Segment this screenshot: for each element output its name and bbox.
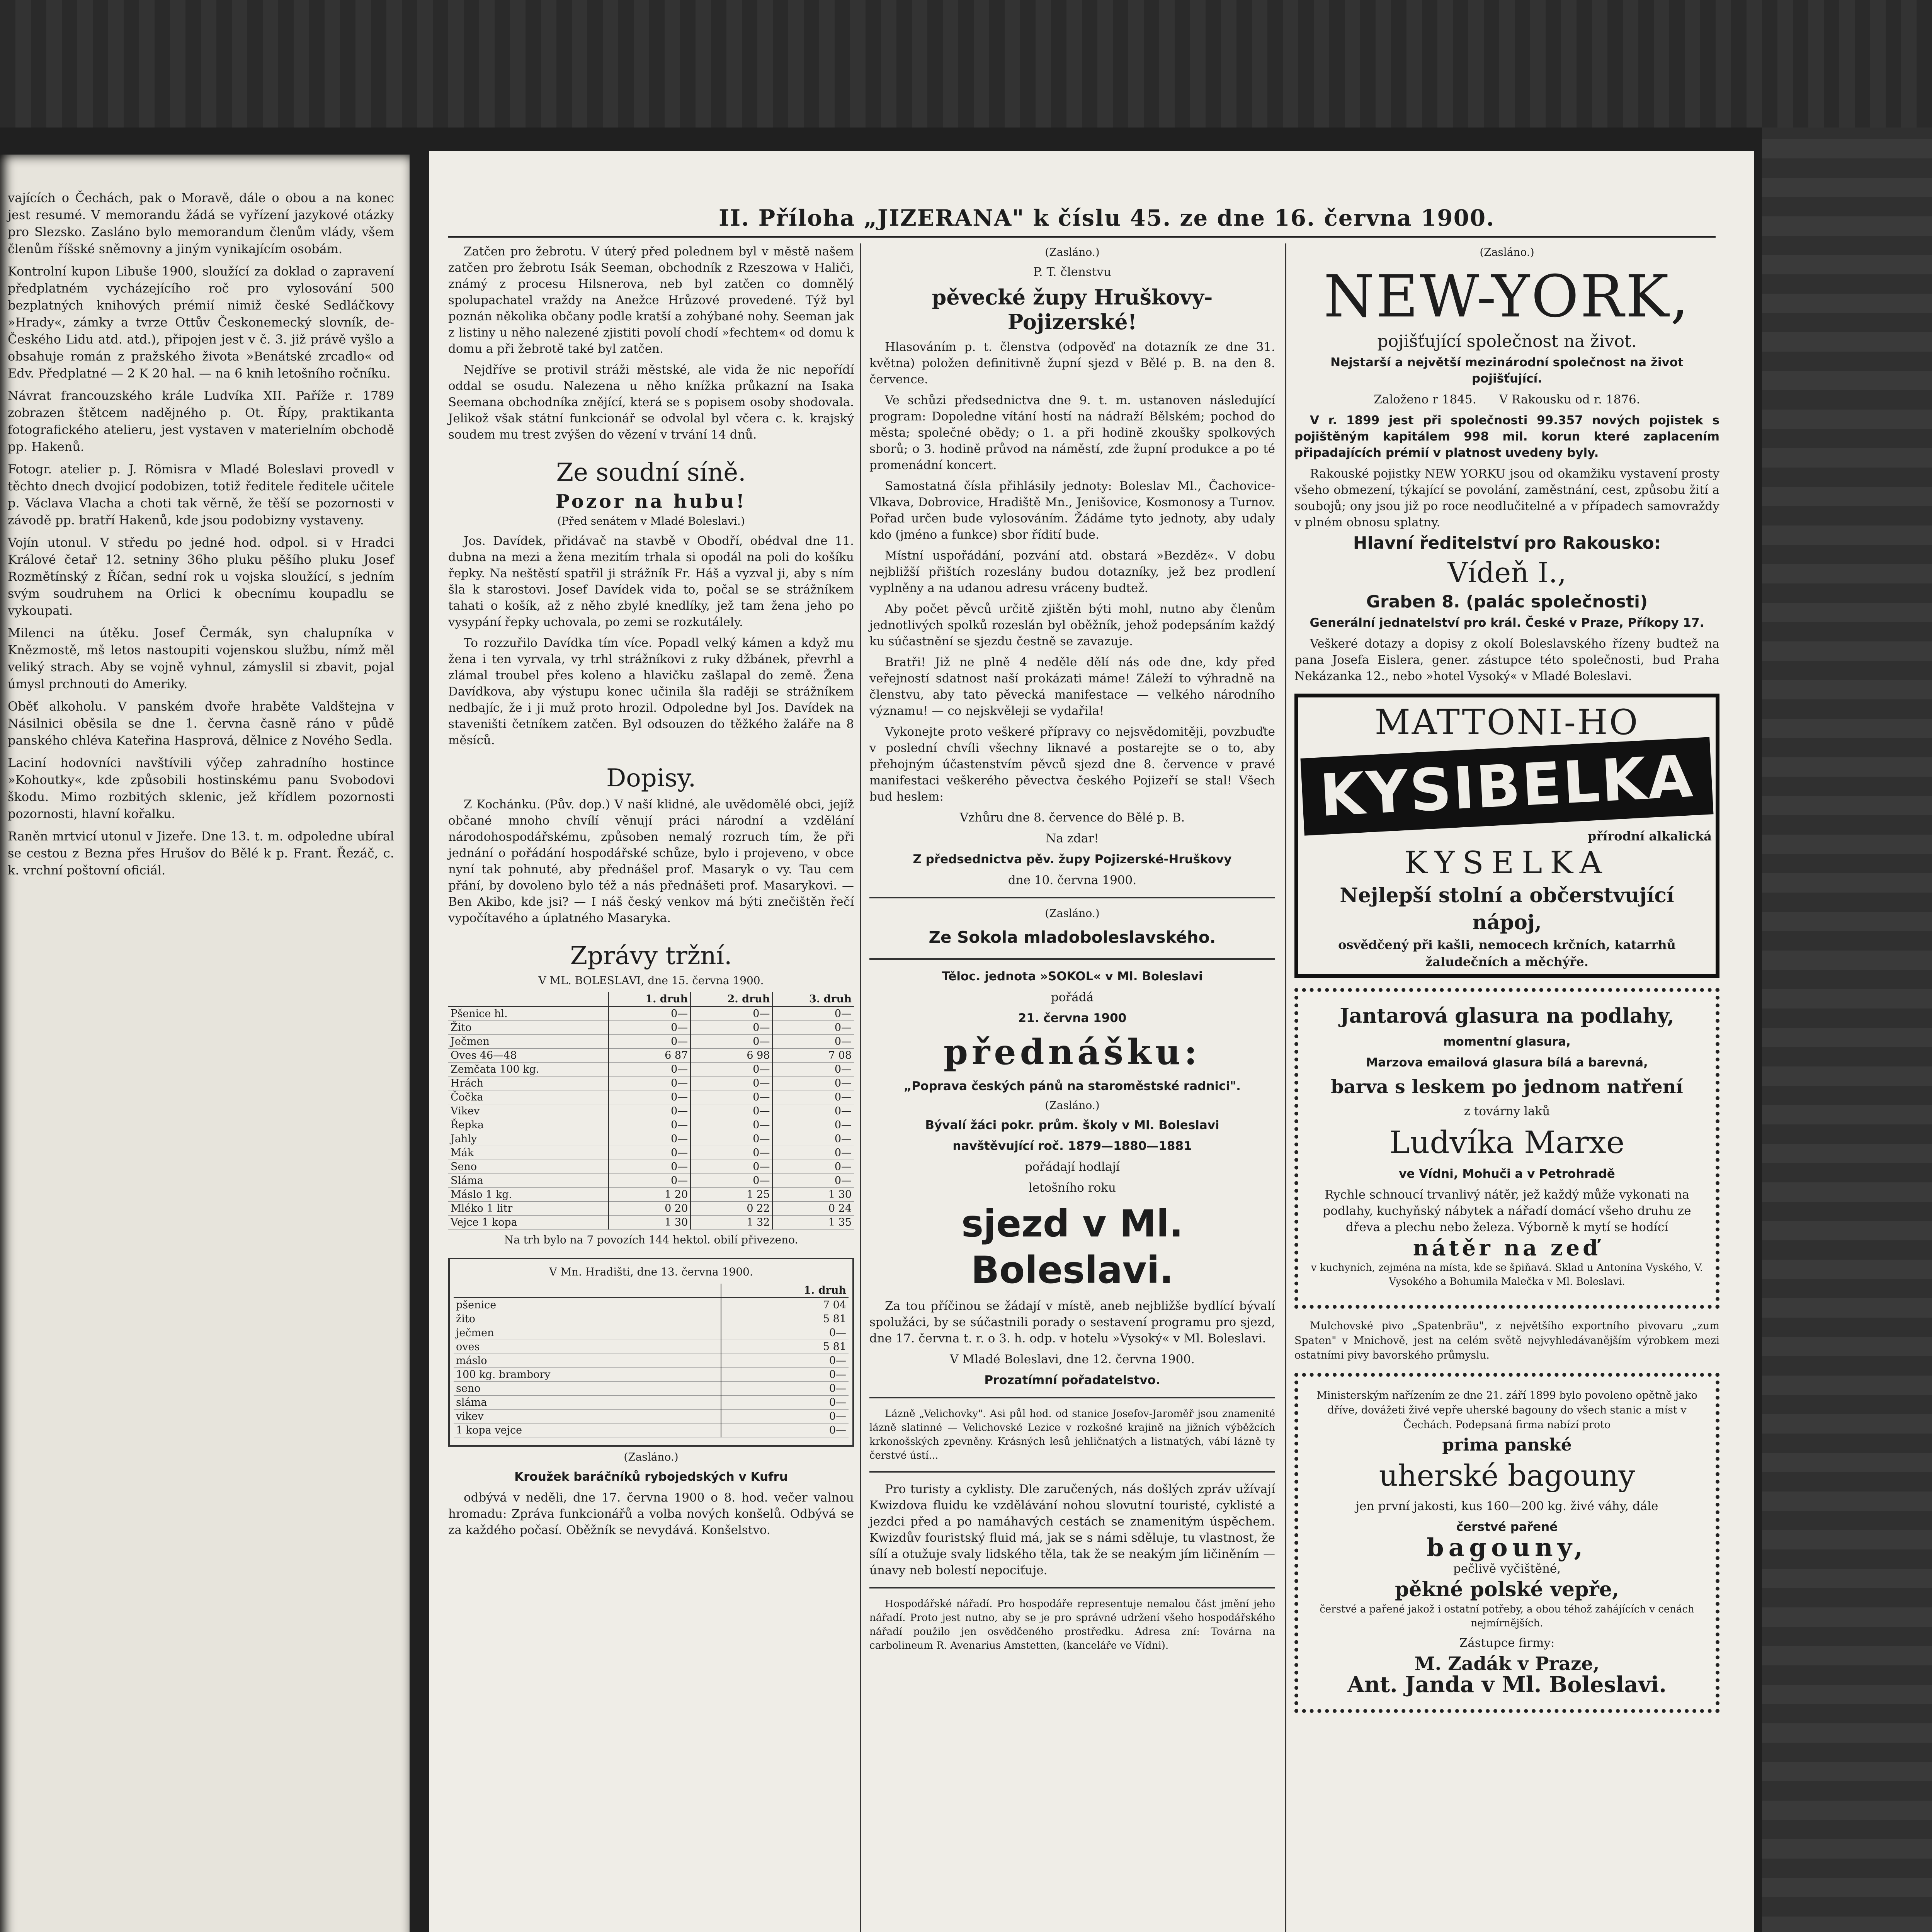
- table-cell: Mák: [448, 1146, 609, 1160]
- event-heading: sjezd v Ml. Boleslavi.: [961, 1202, 1184, 1292]
- table-row: [454, 1312, 849, 1326]
- date-line: V Mladé Boleslavi, dne 12. června 1900.: [950, 1352, 1195, 1366]
- lecture-title: „Poprava českých pánů na staroměstské radnici".: [904, 1079, 1241, 1093]
- table-cell: Seno: [448, 1160, 609, 1174]
- left-paragraph: Fotogr. atelier p. J. Römisra v Mladé Boleslavi provedl v těchto dnech dvojicí podobizen, totiž ředitele ředitele učitele p. Václava Vlacha a choti tak věrně, že těší se pozornosti v závodě pp. bratří Hakenů, kde jsou podobizny vystaveny.: [8, 462, 394, 527]
- market-box-mn-hradiste: [448, 1258, 854, 1447]
- ad-founded: [1294, 391, 1719, 408]
- table-row: [448, 1090, 854, 1104]
- event-organizer: Těloc. jednota »SOKOL« v Ml. Boleslavi: [942, 969, 1203, 983]
- table-cell: Vejce 1 kopa: [448, 1216, 609, 1230]
- article-paragraph: Hospodářské nářadí. Pro hospodáře representuje nemalou část jmění jeho nářadí. Proto jest nutno, aby se je pro správné udržení všeho hospodářského nářadí použilo jen osvědčeného prostředku. Adresa zní: Továrna na carbolineum R. Avenarius Amstetten, (kanceláře ve Vídni).: [869, 1598, 1275, 1651]
- article-title: Pozor na hubu!: [555, 491, 747, 512]
- ad-paragraph: Rychle schnoucí trvanlivý nátěr, jež každý může vykonati na podlahy, kuchyňský nábytek a nářadí domácí všeho druhu ze dřeva a plechu nebo železa. Výborně k mytí se hodící: [1323, 1188, 1691, 1234]
- table-cell: 0—: [690, 1007, 772, 1021]
- section-title-dopisy: Dopisy.: [606, 764, 696, 793]
- column-header: [454, 1284, 721, 1298]
- ad-address: Graben 8. (palác společnosti): [1366, 592, 1648, 612]
- table-cell: 0—: [609, 1146, 690, 1160]
- announcement-addressee: P. T. členstvu: [1033, 265, 1111, 279]
- table-cell: 0 22: [690, 1202, 772, 1216]
- article-paragraph: Za tou příčinou se žádají v místě, aneb nejbližše bydlící bývalí spolužáci, by se súčastnili porady o sestavení programu pro sjezd, dne 17. června t. r. o 3. h. odp. v hotelu »Vysoký« v Ml. Boleslavi.: [869, 1299, 1275, 1345]
- table-cell: 5 81: [721, 1340, 849, 1354]
- table-cell: 0—: [609, 1077, 690, 1090]
- ad-company: Ant. Janda v Ml. Boleslavi.: [1347, 1672, 1667, 1697]
- ad-subtitle: prima panské: [1442, 1435, 1572, 1455]
- table-cell: 0—: [690, 1090, 772, 1104]
- table-header-row: [454, 1284, 849, 1298]
- article-note: (Před senátem v Mladé Boleslavi.): [557, 515, 745, 527]
- ad-paragraph: Mulchovské pivo „Spatenbräu", z největšího exportního pivovaru „zum Spaten" v Mnichově, jest na celém světě nejvyhledávanějším výrobkem mezi ostatními pivy bavorského průmyslu.: [1294, 1320, 1719, 1361]
- left-page-fragment: [0, 155, 410, 1932]
- left-paragraph: Oběť alkoholu. V panském dvoře hraběte Valdštejna v Násilnici oběsila se dne 1. června časně ráno v půdě panského chléva Kateřina Hasprová, dělnice z Nového Sedla.: [8, 699, 394, 748]
- article-paragraph: odbývá v neděli, dne 17. června 1900 o 8. hod. večer valnou hromadu: Zpráva funkcionářů a volba nových konšelů. Odbývá se za každého počasí. Oběžník se nevydává. Konšelstvo.: [448, 1491, 854, 1537]
- table-cell: seno: [454, 1382, 721, 1396]
- table-row: [454, 1382, 849, 1396]
- divider: [869, 1397, 1275, 1398]
- table-cell: 0—: [690, 1146, 772, 1160]
- section-title-zpravy-trzni: Zprávy tržní.: [570, 942, 732, 970]
- table-cell: 0—: [721, 1396, 849, 1410]
- table-row: [454, 1298, 849, 1312]
- ad-product-kind: KYSELKA: [1404, 845, 1610, 881]
- table-cell: 0—: [609, 1063, 690, 1077]
- table-row: [454, 1410, 849, 1423]
- table-cell: 1 25: [690, 1188, 772, 1202]
- table-cell: 0—: [609, 1021, 690, 1035]
- table-row: [448, 1021, 854, 1035]
- motto: Vzhůru dne 8. července do Bělé p. B.: [959, 811, 1185, 825]
- table-cell: 0—: [721, 1423, 849, 1437]
- table-cell: 0—: [690, 1035, 772, 1049]
- event-text: pořádá: [1051, 990, 1094, 1004]
- table-cell: Sláma: [448, 1174, 609, 1188]
- table-cell: 0—: [772, 1132, 854, 1146]
- market-table-ml-boleslav: [448, 992, 854, 1230]
- page-header: [448, 205, 1716, 238]
- table-cell: 1 30: [609, 1216, 690, 1230]
- ad-paragraph: V r. 1899 jest při společnosti 99.357 nových pojistek s pojištěným kapitálem 998 mil. korun které zaplacením připadajících prémií v platnost uvedeny byly.: [1294, 413, 1719, 460]
- page-header-title: II. Příloha „JIZERANA" k číslu 45. ze dne 16. června 1900.: [719, 205, 1495, 231]
- left-paragraph: Milenci na útěku. Josef Čermák, syn chalupníka v Knězmostě, mš letos nastoupiti vojenskou službu, nímž měl veliký strach. Aby se vojně vyhnul, zámyslil si zbavit, pojal úmysl prchnouti do Ameriky.: [8, 626, 394, 691]
- section-title-soudni-sin: Ze soudní síně.: [556, 458, 746, 487]
- signature: Prozatímní pořadatelstvo.: [984, 1373, 1160, 1387]
- table-cell: 0—: [772, 1035, 854, 1049]
- zaslano-label: (Zasláno.): [1045, 246, 1100, 259]
- event-years: navštěvující roč. 1879—1880—1881: [952, 1139, 1192, 1153]
- column-header: 2. druh: [690, 992, 772, 1007]
- table-cell: 0—: [690, 1021, 772, 1035]
- table-row: [448, 1188, 854, 1202]
- table-cell: Jahly: [448, 1132, 609, 1146]
- table-cell: 0—: [772, 1077, 854, 1090]
- article-paragraph: Jos. Davídek, přidávač na stavbě v Obodří, obédval dne 11. dubna na mezi a žena mezitím trhala si opodál na poli do košíku řepky. Na neštěstí spatřil ji strážník Fr. Háš a vyzval ji, aby s ním šla k starostovi. Josef Davídek vida to, počal se se strážníkem tahati o košík, až z něho zbylé knedlíky, jež tam žena jeho po vysypání řepky uchovala, po zemi se rozkutálely.: [448, 534, 854, 629]
- table-cell: 0—: [772, 1063, 854, 1077]
- table-cell: 0 20: [609, 1202, 690, 1216]
- article-paragraph: Pro turisty a cyklisty. Dle zaručených, nás došlých zpráv užívají Kwizdova fluidu ke vzdělávání nohou slovutní touristé, cyklisté a jezdci před a po namáhavých cestách se znamenitým úspěchem. Kwizdův fouristský fluid má, jak se s námi sděluje, tu vlastnost, že sílí a otužuje svaly lidského těla, tak že se neakým jím ličiněním — únavy neb bolestí nepociťuje.: [869, 1482, 1275, 1577]
- ad-text: jen první jakosti, kus 160—200 kg. živé váhy, dále: [1355, 1499, 1658, 1513]
- table-row: [448, 1202, 854, 1216]
- table-cell: 0—: [609, 1104, 690, 1118]
- table-row: [454, 1423, 849, 1437]
- motto: Na zdar!: [1046, 832, 1099, 845]
- ad-text: v kuchyních, zejména na místa, kde se špiňavá. Sklad u Antonína Vyského, V. Vysokého a Bohumila Malečka v Ml. Boleslavi.: [1311, 1262, 1703, 1287]
- table-cell: 1 30: [772, 1188, 854, 1202]
- ad-text: pečlivě vyčištěné,: [1453, 1562, 1561, 1576]
- table-row: [448, 1118, 854, 1132]
- ad-new-york: [1294, 264, 1719, 684]
- table-cell: 0—: [690, 1077, 772, 1090]
- table-cell: pšenice: [454, 1298, 721, 1312]
- zaslano-label: (Zasláno.): [624, 1451, 679, 1463]
- column-header: 1. druh: [609, 992, 690, 1007]
- ad-subtitle: pojišťující společnost na život.: [1377, 332, 1637, 351]
- table-cell: Hrách: [448, 1077, 609, 1090]
- column-header: 3. druh: [772, 992, 854, 1007]
- table-row: [448, 1216, 854, 1230]
- divider: [869, 1471, 1275, 1473]
- table-cell: 7 04: [721, 1298, 849, 1312]
- article-paragraph: Bratři! Již ne plně 4 neděle dělí nás ode dne, kdy před veřejností sdatnost naší prokázati máme! Záleží to výhradně na členstvu, aby tato pěvecká manifestace — velkého národního významu! — co nejskvěleji se vydařila!: [869, 655, 1275, 718]
- table-cell: 0 24: [772, 1202, 854, 1216]
- table-cell: 0—: [609, 1132, 690, 1146]
- table-cell: Ječmen: [448, 1035, 609, 1049]
- left-page-column: [8, 189, 394, 884]
- table-row: [448, 1077, 854, 1090]
- film-border-right: [1762, 128, 1932, 1932]
- ad-title: uherské bagouny: [1379, 1458, 1635, 1493]
- ad-text: čerstvé a pařené jakož i ostatní potřeby, a obou téhož zahájících v cenách nejmírnějších.: [1320, 1604, 1694, 1629]
- table-cell: Máslo 1 kg.: [448, 1188, 609, 1202]
- market-table-mn-hradiste: [454, 1284, 849, 1437]
- table-cell: 0—: [609, 1160, 690, 1174]
- event-date: 21. června 1900: [1018, 1011, 1127, 1025]
- ad-title: Jantarová glasura na podlahy,: [1340, 1004, 1674, 1028]
- ad-uherske-bagouny: [1294, 1373, 1719, 1713]
- table-cell: 0—: [690, 1118, 772, 1132]
- signature: Z předsednictva pěv. župy Pojizerské-Hruškovy: [913, 852, 1232, 866]
- ad-founded-year: Založeno r 1845.: [1374, 393, 1476, 406]
- ad-address: Generální jednatelství pro král. České v Praze, Příkopy 17.: [1310, 616, 1704, 630]
- table-cell: 0—: [690, 1063, 772, 1077]
- table-row: [448, 1146, 854, 1160]
- ad-jantar-glasura: [1294, 988, 1719, 1309]
- table-cell: 0—: [609, 1035, 690, 1049]
- left-paragraph: Raněn mrtvicí utonul v Jizeře. Dne 13. t. m. odpoledne ubíral se cestou z Bezna přes Hrušov do Bělé k p. Frant. Řezáč, c. k. vrchní poštovní oficiál.: [8, 829, 394, 878]
- event-heading: přednášku:: [944, 1032, 1201, 1073]
- article-paragraph: Ve schůzi předsednictva dne 9. t. m. ustanoven následující program: Dopoledne vítání hostí na nádraží Bělském; pochod do města; společné obědy; o 1. a při hodině zkoušky spolkových sborů; o 3. hodině průvod na náměstí, zde župní produkce a po té promenádní koncert.: [869, 393, 1275, 472]
- zaslano-label: (Zasláno.): [1480, 246, 1534, 259]
- article-paragraph: Samostatná čísla přihlásily jednoty: Boleslav Ml., Čachovice-Vlkava, Dobrovice, Hradiště Mn., Jenišovice, Kosmonosy a Turnov. Pořad určen bude vylosováním. Žádáme tyto jednoty, aby udaly kdo (jméno a funkce) sbor řídití bude.: [869, 479, 1275, 542]
- table-cell: 7 08: [772, 1049, 854, 1063]
- column-1: [448, 243, 854, 1543]
- table-row: [454, 1354, 849, 1368]
- table-cell: Oves 46—48: [448, 1049, 609, 1063]
- table-cell: 0—: [609, 1118, 690, 1132]
- table-row: [454, 1396, 849, 1410]
- column-header: [448, 992, 609, 1007]
- ad-subtitle: Nejstarší a největší mezinárodní společnost na život pojišťující.: [1330, 355, 1684, 386]
- article-paragraph: Místní uspořádání, pozvání atd. obstará »Bezděz«. V dobu nejbližší přištích rozeslány budou dotazníky, jež bez prodlení vyplněny a na udanou adresu vráceny budtež.: [869, 549, 1275, 595]
- table-cell: 0—: [772, 1118, 854, 1132]
- article-paragraph: To rozzuřilo Davídka tím více. Popadl velký kámen a když mu žena i ten vyrvala, vy trhl strážníkovi z ruky džbánek, převrhl a zlámal troubel přes koleno a hlavičku zašlapal do země. Žena Davídkova, aby výstupu konec učinila šla raději se strážníkem nedbajíc, že i ji muž proto hrozil. Odpoledne byl Jos. Davídek na staveništi četníkem zatčen. Byl odsouzen do těžkého žaláře na 8 měsíců.: [448, 636, 854, 747]
- table-cell: 0—: [721, 1354, 849, 1368]
- table-cell: 0—: [721, 1326, 849, 1340]
- table-cell: 0—: [772, 1174, 854, 1188]
- table-row: [448, 1174, 854, 1188]
- newspaper-page: [429, 151, 1754, 1932]
- film-border-top: [0, 0, 1932, 128]
- table-cell: 0—: [609, 1007, 690, 1021]
- column-header: 1. druh: [721, 1284, 849, 1298]
- ad-brand: MATTONI-HO: [1374, 702, 1639, 743]
- table-cell: 0—: [721, 1410, 849, 1423]
- table-cell: 1 kopa vejce: [454, 1423, 721, 1437]
- divider: [869, 1587, 1275, 1588]
- table-row: [448, 1132, 854, 1146]
- table-cell: 6 98: [690, 1049, 772, 1063]
- ad-text: Ministerským nařízením ze dne 21. září 1899 bylo povoleno opětně jako dříve, dovážeti živé vepře uherské bagouny do všech stanic a míst v Čechách. Podepsaná firma nabízí proto: [1316, 1389, 1697, 1431]
- left-paragraph: Laciní hodovníci navštívili výčep zahradního hostince »Kohoutky«, kde způsobili hostinskému panu Svobodovi škodu. Mimo rozbitých sklenic, jež křídlem pozornosti pozornosti, hlavní kořalku.: [8, 755, 394, 821]
- table-cell: Vikev: [448, 1104, 609, 1118]
- ad-subtitle: Marzova emailová glasura bílá a barevná,: [1366, 1056, 1648, 1070]
- table-cell: 0—: [772, 1090, 854, 1104]
- article-paragraph: Nejdříve se protivil stráži městské, ale vida že nic nepořídí oddal se osudu. Nalezena u něho knížka průkazní na Isaka Seemana obchodníka znějící, která se s popisem osoby shodovala. Jelikož však státní funkcionář se odvolal byl včera c. k. krajský soudem mu trest zvýšen do vězení v trvání 14 dnů.: [448, 363, 854, 442]
- market-table-body: [454, 1298, 849, 1437]
- ad-text: z továrny laků: [1464, 1104, 1550, 1118]
- ad-austria-since: V Rakousku od r. 1876.: [1499, 393, 1640, 406]
- column-divider: [1285, 243, 1286, 1932]
- table-row: [454, 1368, 849, 1382]
- column-3-advertisements: [1294, 243, 1719, 1723]
- market-table-body: [448, 1007, 854, 1230]
- table-cell: 1 32: [690, 1216, 772, 1230]
- divider: [869, 897, 1275, 898]
- article-paragraph: Lázně „Velichovky". Asi půl hod. od stanice Josefov-Jaroměř jsou znamenité lázně slatinné — Velichovské Lezice v rozkošné krajině na jižních výběžcích krkonošských zpevněny. Krásných lesů jehličnatých a listnatých, vábí lázně ty čerstvé ústí...: [869, 1408, 1275, 1461]
- announcement-title: pěvecké župy Hruškovy-Pojizerské!: [932, 285, 1213, 334]
- market-title: V ML. BOLESLAVI, dne 15. června 1900.: [538, 974, 764, 987]
- ad-subtitle: momentní glasura,: [1443, 1035, 1571, 1049]
- ad-city: Vídeň I.,: [1447, 556, 1566, 589]
- table-cell: vikev: [454, 1410, 721, 1423]
- divider: [869, 958, 1275, 960]
- table-cell: 6 87: [609, 1049, 690, 1063]
- table-row: [448, 1007, 854, 1021]
- ad-heading: Hlavní ředitelství pro Rakousko:: [1353, 533, 1661, 553]
- table-row: [448, 1160, 854, 1174]
- table-cell: 100 kg. brambory: [454, 1368, 721, 1382]
- table-row: [454, 1326, 849, 1340]
- ad-product-name: KYSIBELKA: [1300, 737, 1713, 835]
- ad-product: nátěr na zeď: [1413, 1235, 1601, 1261]
- table-row: [448, 1035, 854, 1049]
- table-cell: žito: [454, 1312, 721, 1326]
- ad-mattoni-kysibelka: [1294, 694, 1719, 978]
- table-cell: 0—: [609, 1090, 690, 1104]
- ad-cities: ve Vídni, Mohuči a v Petrohradě: [1399, 1167, 1615, 1181]
- left-paragraph: Návrat francouzského krále Ludvíka XII. Paříže r. 1789 zobrazen štětcem nadějného p. Ot. Řípy, praktikanta fotografického atelieru, jest vystaven v materielním obchodě pp. Hakenů.: [8, 388, 394, 454]
- ad-title: bagouny,: [1426, 1533, 1588, 1562]
- ad-company: M. Zadák v Praze,: [1414, 1653, 1600, 1675]
- table-cell: 5 81: [721, 1312, 849, 1326]
- ad-description: osvědčený při kašli, nemocech krčních, katarrhů žaludečních a měchýře.: [1338, 937, 1676, 969]
- table-cell: 0—: [690, 1160, 772, 1174]
- left-paragraph: Vojín utonul. V středu po jedné hod. odpol. si v Hradci Králové četař 12. setniny 36ho pluku pěšího pluku Josef Rozmětínský z Říčan, sední rok u vojska sloužící, s jedním svým soudruhem na Orlici k obecnímu koupadlu se vykoupati.: [8, 535, 394, 618]
- ad-product-type: přírodní alkalická: [1587, 829, 1712, 844]
- market-note: Na trh bylo na 7 povozích 144 hektol. obilí přivezeno.: [504, 1233, 798, 1246]
- table-cell: 0—: [609, 1174, 690, 1188]
- table-cell: 0—: [690, 1132, 772, 1146]
- event-organizer: Bývalí žáci pokr. prům. školy v Ml. Boleslavi: [925, 1118, 1219, 1132]
- table-cell: 1 35: [772, 1216, 854, 1230]
- table-cell: 0—: [772, 1021, 854, 1035]
- table-cell: 0—: [772, 1007, 854, 1021]
- ad-paragraph: Rakouské pojistky NEW YORKU jsou od okamžiku vystavení prosty všeho obmezení, týkající se povolání, zaměstnání, cest, způsobu žití a soubojů; ony jsou již po roce neodlučitelné a v případech samovraždy v plném obnosu splatny.: [1294, 467, 1719, 529]
- article-paragraph: Zatčen pro žebrotu. V úterý před polednem byl v městě našem zatčen pro žebrotu Isák Seeman, obchodník z Rzeszowa v Haliči, známý z procesu Hilsnerova, neb byl zatčen co domnělý spolupachatel vraždy na Anežce Hrůzové provedené. Týž byl poznán několika občany podle kratší a zohýbané nohy. Seeman jak z listiny u něho nalezené zjistiti povolí chodí »fechtem« od domu k domu a při žebrotě také byl zatčen.: [448, 245, 854, 356]
- table-cell: máslo: [454, 1354, 721, 1368]
- table-row: [448, 1104, 854, 1118]
- column-2: [869, 243, 1275, 1657]
- ad-text: Zástupce firmy:: [1459, 1636, 1555, 1650]
- table-header-row: [448, 992, 854, 1007]
- article-paragraph: Aby počet pěvců určitě zjištěn býti mohl, nutno aby členům jednotlivých spolků rozeslán byl oběžník, jehož podepsáním každý ku súčastnění se sjezdu čestně se zavazuje.: [869, 602, 1275, 648]
- left-paragraph: vajících o Čechách, pak o Moravě, dále o obou a na konec jest resumé. V memorandu žádá se vyřízení jazykové otázky pro Slezsko. Zasláno bylo memorandum členům vlády, všem členům říšské sněmovny a jiným vynikajícím osobám.: [8, 190, 394, 256]
- table-row: [448, 1049, 854, 1063]
- article-title: Kroužek baráčníků rybojedských v Kufru: [514, 1470, 788, 1484]
- date-line: dne 10. června 1900.: [1008, 873, 1137, 887]
- table-cell: 0—: [721, 1368, 849, 1382]
- table-cell: 0—: [690, 1104, 772, 1118]
- article-title: Ze Sokola mladoboleslavského.: [929, 928, 1216, 947]
- table-cell: Pšenice hl.: [448, 1007, 609, 1021]
- table-cell: Žito: [448, 1021, 609, 1035]
- table-cell: 0—: [772, 1160, 854, 1174]
- ad-subtitle: čerstvé pařené: [1456, 1520, 1558, 1534]
- table-cell: Mléko 1 litr: [448, 1202, 609, 1216]
- zaslano-label: (Zasláno.): [1045, 1099, 1100, 1112]
- table-row: [454, 1340, 849, 1354]
- table-cell: 0—: [772, 1104, 854, 1118]
- table-cell: sláma: [454, 1396, 721, 1410]
- ad-slogan: Nejlepší stolní a občerstvující nápoj,: [1340, 884, 1674, 934]
- article-paragraph: Vykonejte proto veškeré přípravy co nejsvědomitěji, povzbuďte v poslední chvíli všechny liknavé a postarejte se o to, aby přehojným účastenstvím pěvců sjezd dne 8. července v pravé manifestaci veškerého pěvectva českého Pojizeří se stal! Všech bud heslem:: [869, 725, 1275, 804]
- ad-slogan: barva s leskem po jednom natření: [1331, 1076, 1683, 1098]
- ad-title: NEW-YORK,: [1323, 263, 1690, 330]
- article-paragraph: Hlasováním p. t. členstva (odpověď na dotazník ze dne 31. května) položen definitivně župní sjezd v Bělé p. B. na den 8. července.: [869, 340, 1275, 386]
- zaslano-label: (Zasláno.): [1045, 907, 1100, 920]
- article-paragraph: Z Kochánku. (Pův. dop.) V naší klidné, ale uvědomělé obci, jejíž občané mnoho chvílí věnují práci národní a vzdělání národohospodářskému, způsoben nemalý rozruch tím, že při jednání o pořádání hospodářské schůze, bylo i projeveno, v obce nyní tak pohnuté, aby přednášel prof. Masaryk o vy. Tau cem přání, by dovoleno bylo též a nás přednášeti prof. Masarykovi. — Ben Akibo, kde jsi? — I náš český venkov má býti znečištěn řečí vypočítavého a úplatného Masaryka.: [448, 798, 854, 925]
- table-cell: 0—: [721, 1382, 849, 1396]
- column-divider: [860, 243, 861, 1932]
- table-cell: ječmen: [454, 1326, 721, 1340]
- table-cell: Řepka: [448, 1118, 609, 1132]
- table-row: [448, 1063, 854, 1077]
- table-cell: Zemčata 100 kg.: [448, 1063, 609, 1077]
- table-cell: 0—: [772, 1146, 854, 1160]
- ad-company: Ludvíka Marxe: [1389, 1124, 1625, 1160]
- table-cell: oves: [454, 1340, 721, 1354]
- market-title: V Mn. Hradišti, dne 13. června 1900.: [549, 1265, 753, 1278]
- left-paragraph: Kontrolní kupon Libuše 1900, sloužící za doklad o zapravení předplatném vycházejícího roč pro vylosování 500 bezplatných knihových prémií nimiž české Sedláčkovy »Hrady«, zámky a tvrze Ottův Českonemecký slovník, de-Českého Lidu atd. atd.), připojen jest v č. 3. již právě vyšlo a obsahuje román z pražského života »Benátské zrcadlo« od Edv. Předplatné — 2 K 20 hal. — na 6 knih letošního ročníku.: [8, 264, 394, 381]
- table-cell: 1 20: [609, 1188, 690, 1202]
- event-text: pořádají hodlají: [1025, 1160, 1120, 1174]
- ad-paragraph: Veškeré dotazy a dopisy z okolí Boleslavského řízeny budtež na pana Josefa Eislera, gener. zástupce této společnosti, bud Praha Nekázanka 12., nebo »hotel Vysoký« v Mladé Boleslavi.: [1294, 637, 1719, 683]
- ad-slogan: pěkné polské vepře,: [1395, 1578, 1619, 1601]
- event-text: letošního roku: [1029, 1181, 1116, 1195]
- table-cell: 0—: [690, 1174, 772, 1188]
- table-cell: Čočka: [448, 1090, 609, 1104]
